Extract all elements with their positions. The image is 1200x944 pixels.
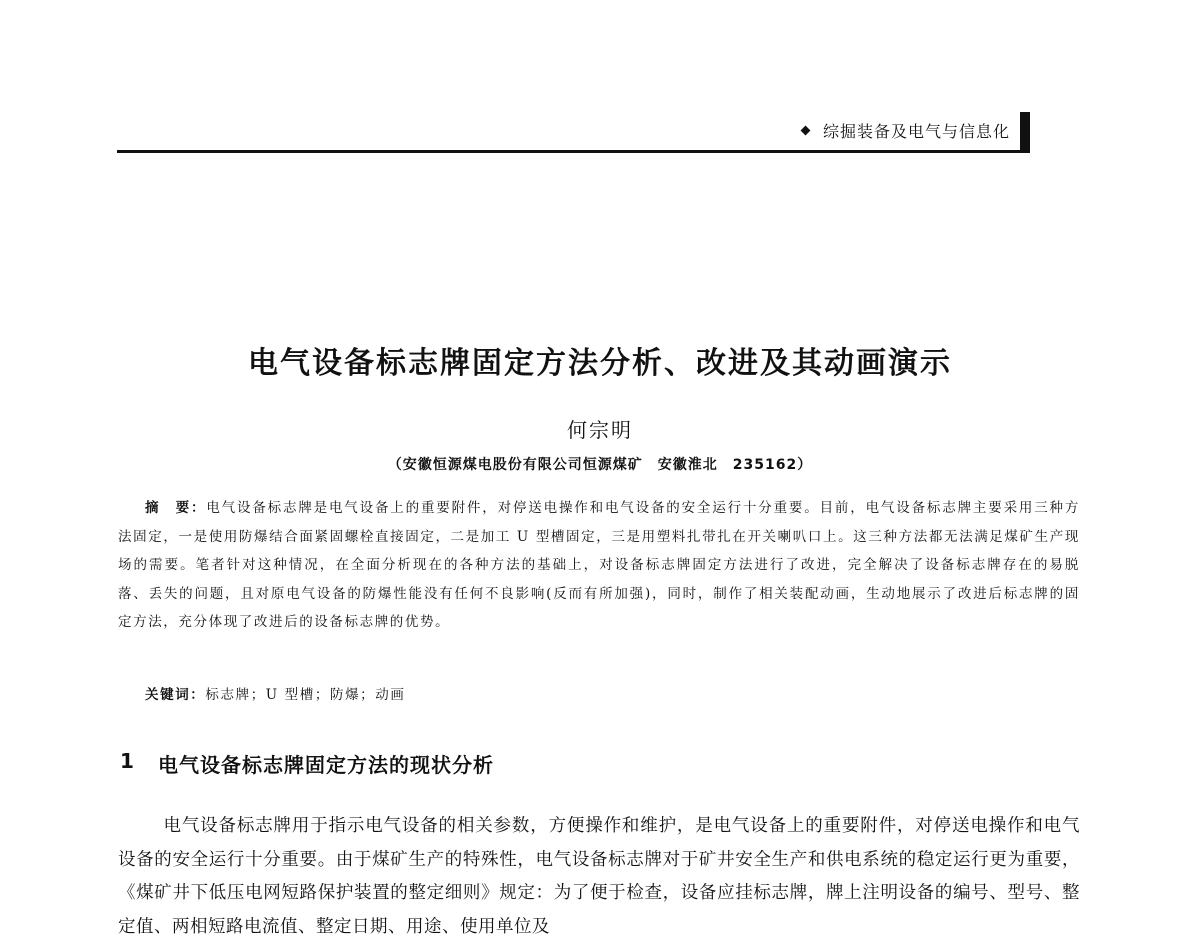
abstract-text: 电气设备标志牌是电气设备上的重要附件，对停送电操作和电气设备的安全运行十分重要。目前，电气设备标志牌主要采用三种方法固定，一是使用防爆结合面紧固螺栓直接固定，二是加工 U 型槽固定，三是用塑料扎带扎在开关喇叭口上。这三种方法都无法满足煤矿生产现场的需要。笔者针对这种情况，在全面分析现在的各种方法的基础上，对设备标志牌固定方法进行了改进，完全解决了设备标志牌存在的易脱落、丢失的问题，且对原电气设备的防爆性能没有任何不良影响(反而有所加强)，同时，制作了相关装配动画，生动地展示了改进后标志牌的固定方法，充分体现了改进后的设备标志牌的优势。 xyxy=(118,500,1080,630)
abstract-label: 摘 要： xyxy=(145,500,207,516)
abstract xyxy=(118,494,1080,637)
header-rule xyxy=(117,150,1030,153)
paper-title: 电气设备标志牌固定方法分析、改进及其动画演示 xyxy=(248,346,952,381)
section-heading xyxy=(120,749,494,778)
keywords-text: 标志牌；U 型槽；防爆；动画 xyxy=(205,687,406,703)
section-title: 电气设备标志牌固定方法的现状分析 xyxy=(158,753,494,777)
keywords-label: 关键词： xyxy=(145,687,206,703)
running-header xyxy=(802,119,1010,142)
affiliation: （安徽恒源煤电股份有限公司恒源煤矿 安徽淮北 235162） xyxy=(387,457,813,473)
keywords xyxy=(118,683,1080,703)
section-number: 1 xyxy=(120,749,135,773)
author-name: 何宗明 xyxy=(567,418,633,442)
diamond-bullet-icon xyxy=(801,126,811,136)
running-header-label: 综掘装备及电气与信息化 xyxy=(822,122,1010,141)
header-bar-icon xyxy=(1020,112,1030,150)
body-paragraph: 电气设备标志牌用于指示电气设备的相关参数，方便操作和维护，是电气设备上的重要附件，对停送电操作和电气设备的安全运行十分重要。由于煤矿生产的特殊性，电气设备标志牌对于矿井安全生产和供电系统的稳定运行更为重要，《煤矿井下低压电网短路保护装置的整定细则》规定：为了便于检查，设备应挂标志牌，牌上注明设备的编号、型号、整定值、两相短路电流值、整定日期、用途、使用单位及 xyxy=(118,816,1080,937)
